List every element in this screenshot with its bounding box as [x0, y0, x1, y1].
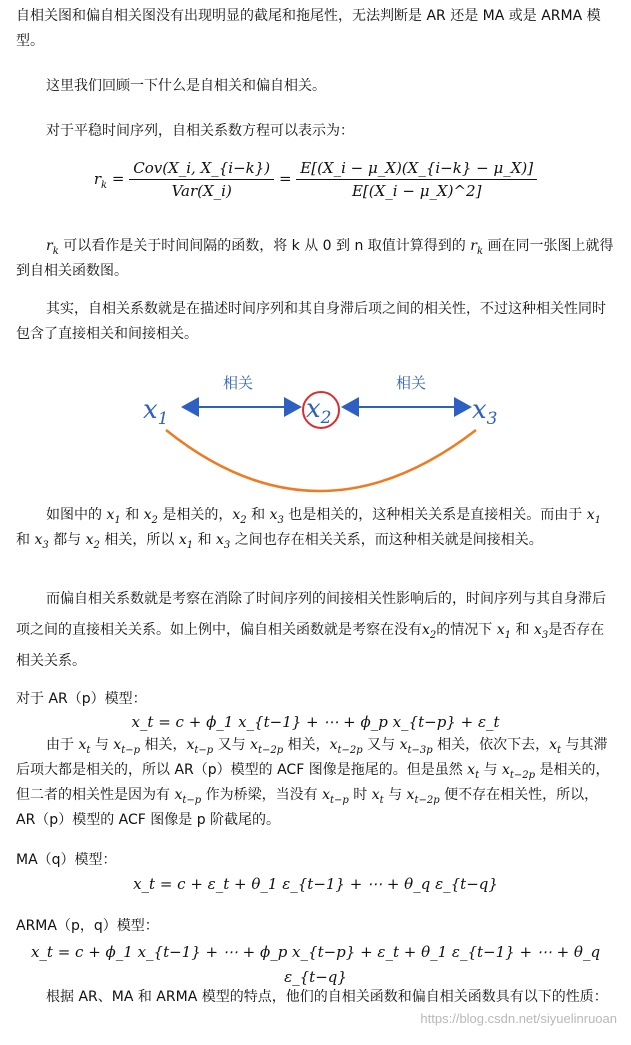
- eq-fraction-2-denominator: E[(X_i − μ_X)^2]: [351, 182, 482, 200]
- pacf-paragraph: 而偏自相关系数就是考察在消除了时间序列的间接相关性影响后的，时间序列与其自身滞后项之间的直接相关关系。如上例中，偏自相关函数就是考察在没有$x_2$的情况下 $x_1$ 和 $x_3$是否存在相关关系。: [16, 591, 606, 669]
- review-paragraph: 这里我们回顾一下什么是自相关和偏自相关。: [46, 78, 326, 94]
- arma-equation: x_t = c + ϕ_1 x_{t−1} + ⋯ + ϕ_p x_{t−p} + ε_t + θ_1 ε_{t−1} + ⋯ + θ_q ε_{t−q}: [30, 943, 601, 986]
- label-right: 相关: [395, 374, 427, 392]
- acf-intro-paragraph: 对于平稳时间序列，自相关系数方程可以表示为：: [46, 123, 354, 139]
- node-x1: $x_1$: [143, 395, 169, 429]
- node-x2: $x_2$: [306, 394, 332, 428]
- ar-heading: 对于 AR（p）模型：: [16, 691, 147, 707]
- intro-paragraph: 自相关图和偏自相关图没有出现明显的截尾和拖尾性，无法判断是 AR 还是 MA 或是 ARMA 模型。: [16, 8, 601, 49]
- acf-equation: $r_k$ = $\frac{\text{Cov(X\_i, X\_\{i−k\})}}{\text{Var(X\_i)}}$ = $\frac{E[(X\_i - \mu\_X)(X\_\{i-k\} - \mu\_X)]}{E[(X\_i - \mu\_X)\^{}2]}$: [0, 157, 631, 202]
- ar-explanation: 由于 $x_t$ 与 $x_{t-p}$ 相关，$x_{t-p}$ 又与 $x_{t-2p}$ 相关，$x_{t-2p}$ 又与 $x_{t-3p}$ 相关，依次下去，$x_t$ 与其滞后项大都是相关的，所以 AR（p）模型的 ACF 图像是拖尾的。但是虽然 $x_t$ 与 $x_{t-2p}$ 是相关的，但二者的相关性是因为有 $x_{t-p}$ 作为桥梁，当没有 $x_{t-p}$ 时 $x_t$ 与 $x_{t-2p}$ 便不存在相关性，所以，AR（p）模型的 ACF 图像是 p 阶截尾的。: [16, 737, 610, 828]
- diagram-explanation-paragraph: 如图中的 $x_1$ 和 $x_2$ 是相关的，$x_2$ 和 $x_3$ 也是相关的，这种相关关系是直接相关。而由于 $x_1$ 和 $x_3$ 都与 $x_2$ 相关，所以 $x_1$ 和 $x_3$ 之间也存在相关关系，而这种相关就是间接相关。: [16, 507, 602, 551]
- eq-lhs: $r_k$: [93, 169, 108, 191]
- correlation-diagram: [0, 362, 631, 502]
- acf-function-paragraph: $r_k$ 可以看作是关于时间间隔的函数，将 k 从 0 到 n 取值计算得到的 $r_k$ 画在同一张图上就得到自相关函数图。: [16, 238, 614, 279]
- label-left: 相关: [222, 374, 254, 392]
- watermark: https://blog.csdn.net/siyuelinruoan: [420, 1011, 617, 1026]
- eq-fraction-2-numerator: E[(X_i − μ_X)(X_{i−k} − μ_X)]: [296, 157, 537, 180]
- properties-paragraph: 根据 AR、MA 和 ARMA 模型的特点，他们的自相关函数和偏自相关函数具有以下的性质：: [46, 989, 608, 1005]
- eq-fraction-1-denominator: Var(X_i): [171, 182, 232, 200]
- ma-heading: MA（q）模型：: [16, 852, 117, 868]
- indirect-curve: [166, 430, 476, 491]
- eq-fraction-1: [129, 157, 274, 202]
- arma-heading: ARMA（p，q）模型：: [16, 918, 159, 934]
- ar-equation: x_t = c + ϕ_1 x_{t−1} + ⋯ + ϕ_p x_{t−p} + ε_t: [131, 713, 500, 731]
- eq-fraction-2: [296, 157, 537, 202]
- rk-symbol: $r_k$: [46, 238, 59, 257]
- eq-fraction-1-numerator: Cov(X_i, X_{i−k}): [129, 157, 274, 180]
- ma-equation: x_t = c + ε_t + θ_1 ε_{t−1} + ⋯ + θ_q ε_{t−q}: [133, 875, 498, 893]
- node-x3: $x_3$: [472, 395, 498, 429]
- acf-description-paragraph: 其实，自相关系数就是在描述时间序列和其自身滞后项之间的相关性，不过这种相关性同时包含了直接相关和间接相关。: [16, 301, 606, 342]
